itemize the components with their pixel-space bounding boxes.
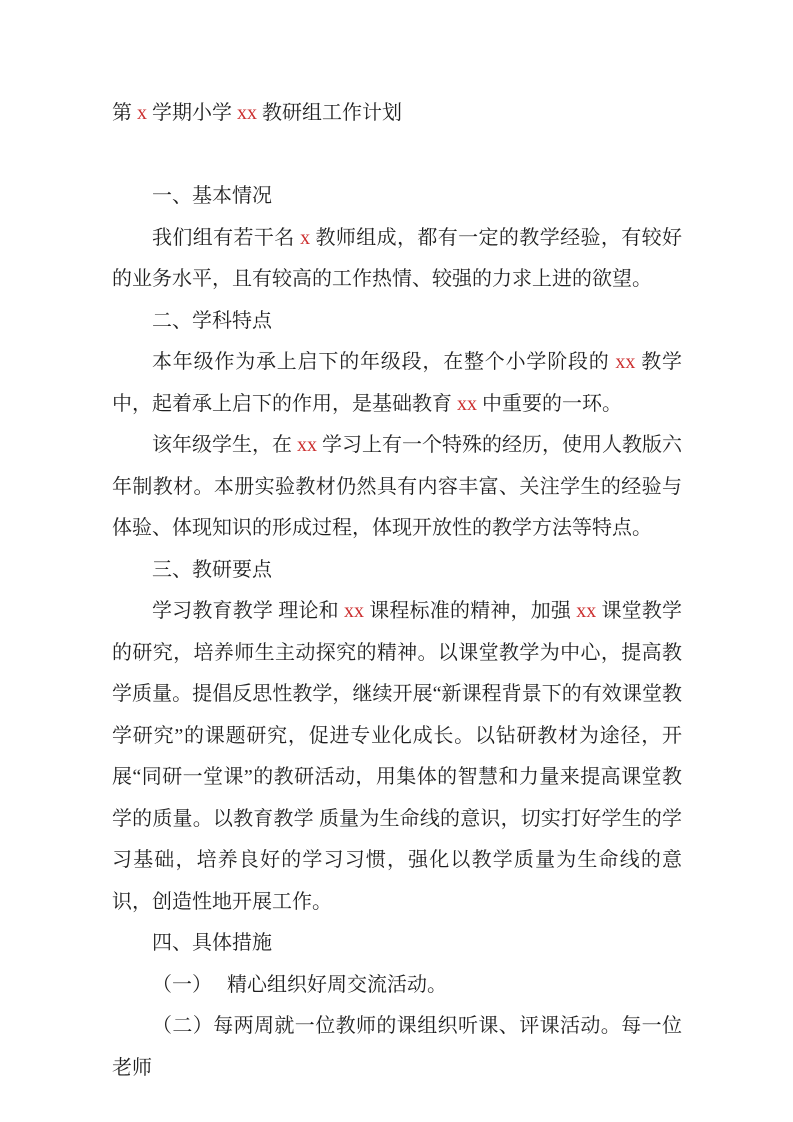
text-run: 课程标准的精神，加强 xyxy=(364,600,577,622)
document-content xyxy=(112,93,682,1089)
heading-basic-info xyxy=(112,176,682,218)
text-run: 二、学科特点 xyxy=(152,309,272,332)
text-run: 本年级作为承上启下的年级段，在整个小学阶段的 xyxy=(152,351,616,373)
text-run: 该年级学生，在 xyxy=(152,434,297,456)
doc-title xyxy=(112,93,682,135)
redacted-x-placeholder: xx xyxy=(615,351,636,373)
text-run: 教学中，起着承上启下的作用，是基础教育 xyxy=(112,351,683,415)
text-run: 教研组工作计划 xyxy=(257,102,402,124)
text-run: 四、具体措施 xyxy=(152,932,272,954)
text-run: 一、基本情况 xyxy=(152,185,272,207)
text-run: 我们组有若干名 xyxy=(152,226,301,249)
redacted-x-placeholder: x xyxy=(300,226,311,249)
heading-research-points xyxy=(112,550,682,592)
redacted-x-placeholder: xx xyxy=(344,600,365,622)
para-research-points xyxy=(112,591,682,923)
text-run: 第 xyxy=(112,102,137,124)
text-run: 教师组成，都有一定的教学经验，有较好的业务水平，且有较高的工作热情、较强的力求上进的欲望。 xyxy=(112,226,683,290)
heading-subject-features xyxy=(112,301,682,343)
redacted-x-placeholder: xx xyxy=(237,102,257,124)
redacted-x-placeholder: xx xyxy=(457,392,477,415)
text-run: 学期小学 xyxy=(147,102,237,124)
list-item-1 xyxy=(112,965,682,1007)
text-run: 课堂教学的研究，培养师生主动探究的精神。以课堂教学为中心，提高教学质量。提倡反思性教学，继续开展“新课程背景下的有效课堂教学研究”的课题研究，促进专业化成长。以钻研教材为途径，开展“同研一堂课”的教研活动，用集体的智慧和力量来提高课堂教学的质量。以教育教学 质量为生命线的意识，切实打好学生的学习基础，培养良好的学习习惯，强化以教学质量为生命线的意识，创造性地开展工作。 xyxy=(112,600,683,913)
text-run: 学习上有一个特殊的经历，使用人教版六年制教材。本册实验教材仍然具有内容丰富、关注学生的经验与体验、体现知识的形成过程，体现开放性的教学方法等特点。 xyxy=(112,434,682,539)
para-grade-role xyxy=(112,342,682,425)
text-run: 中重要的一环。 xyxy=(477,392,622,415)
redacted-x-placeholder: xx xyxy=(576,600,597,622)
text-run: 学习教育教学 理论和 xyxy=(152,600,345,622)
redacted-x-placeholder: xx xyxy=(297,434,317,456)
heading-concrete-measures xyxy=(112,923,682,965)
para-basic-info xyxy=(112,218,682,301)
redacted-x-placeholder: x xyxy=(137,102,147,124)
list-item-2 xyxy=(112,1006,682,1089)
para-grade-students xyxy=(112,425,682,550)
text-run: 三、教研要点 xyxy=(152,558,272,581)
text-run: （二）每两周就一位教师的课组织听课、评课活动。每一位老师 xyxy=(112,1015,682,1079)
text-run: （一） 精心组织好周交流活动。 xyxy=(152,973,447,996)
